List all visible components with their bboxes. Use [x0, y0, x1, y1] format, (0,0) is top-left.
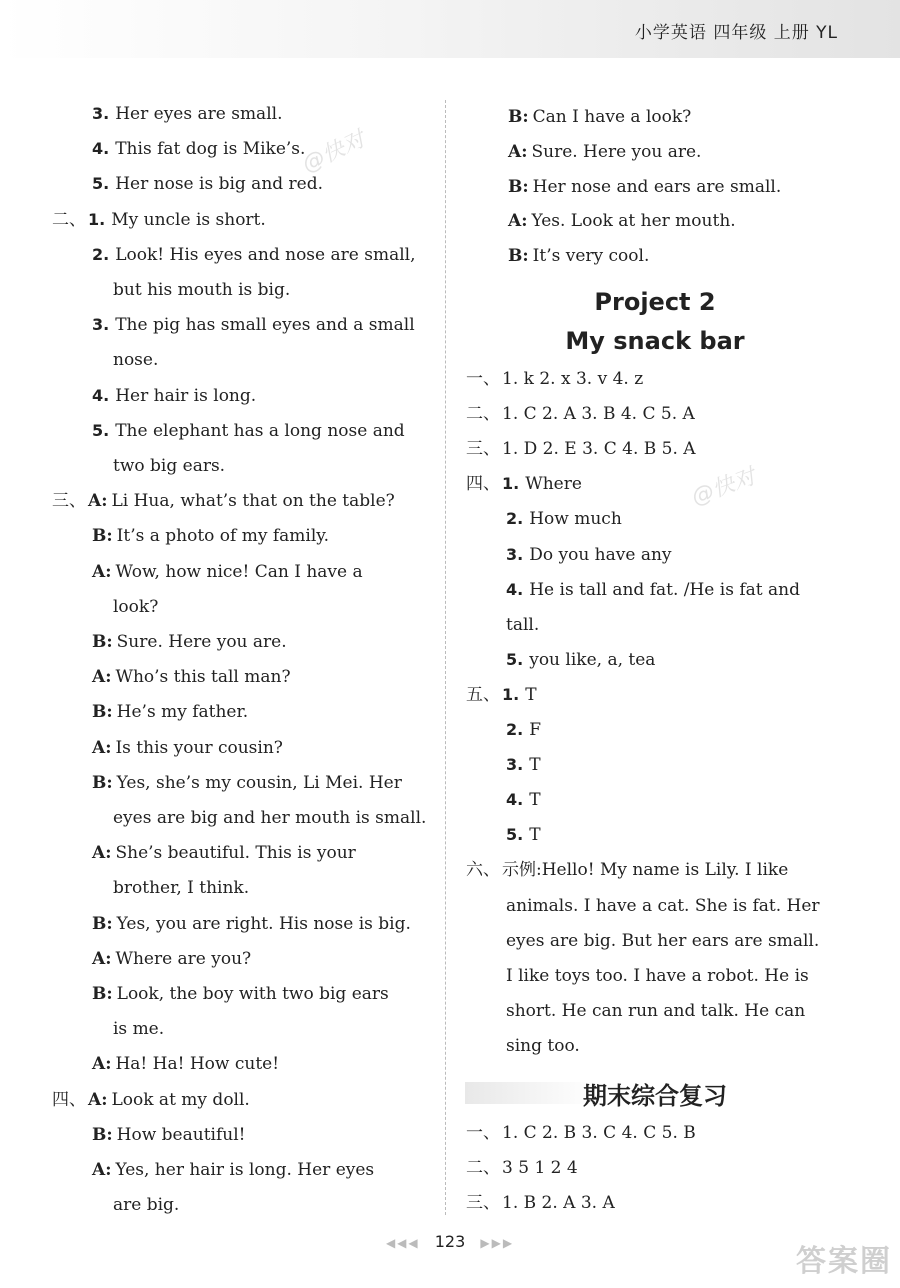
- section-marker: 四、: [466, 474, 500, 495]
- speaker-label: B:: [508, 246, 529, 267]
- answer-line: [92, 948, 251, 970]
- answer-line: [92, 1124, 245, 1146]
- answer-line: [506, 544, 672, 566]
- answer-line: [113, 1194, 179, 1216]
- speaker-label: A:: [92, 561, 112, 582]
- item-number: 4.: [92, 139, 110, 159]
- item-number: 2.: [506, 720, 524, 739]
- answer-line: [113, 807, 426, 829]
- section-marker: 三、: [466, 439, 500, 460]
- speaker-label: B:: [508, 107, 529, 127]
- line-text: two big ears.: [113, 456, 226, 476]
- line-text: is me.: [113, 1019, 165, 1040]
- item-number: 3.: [92, 104, 110, 123]
- line-text: Yes, she’s my cousin, Li Mei. Her: [116, 772, 402, 793]
- line-text: How beautiful!: [116, 1124, 246, 1145]
- answer-line: [113, 349, 158, 371]
- speaker-label: A:: [88, 491, 108, 512]
- line-text: 1. k 2. x 3. v 4. z: [502, 369, 644, 389]
- project-subtitle: My snack bar: [565, 327, 745, 355]
- footer-arrows-right: ▶▶▶: [480, 1236, 515, 1250]
- answer-line: [92, 913, 411, 935]
- answer-line: [506, 754, 541, 776]
- line-text: Her nose and ears are small.: [532, 176, 782, 197]
- item-number: 3.: [92, 315, 110, 335]
- line-text: but his mouth is big.: [113, 280, 291, 300]
- item-number: 4.: [92, 385, 110, 405]
- line-text: My uncle is short.: [111, 209, 266, 230]
- speaker-label: B:: [92, 913, 113, 934]
- item-number: 1.: [502, 684, 520, 704]
- line-text: The pig has small eyes and a small: [115, 315, 415, 336]
- answer-line: [92, 983, 389, 1005]
- line-text: This fat dog is Mike’s.: [115, 139, 306, 160]
- answer-line: [113, 1018, 164, 1040]
- speaker-label: A:: [508, 211, 528, 232]
- answer-line: [92, 525, 329, 547]
- line-text: Her eyes are small.: [115, 104, 283, 124]
- answer-line: [466, 473, 582, 495]
- line-text: look?: [113, 596, 159, 617]
- item-number: 1.: [502, 474, 520, 494]
- answer-line: [466, 1122, 696, 1144]
- line-text: animals. I have a cat. She is fat. Her: [506, 895, 820, 916]
- answer-line: [506, 614, 539, 636]
- answer-line: [92, 314, 415, 336]
- speaker-label: A:: [92, 1054, 112, 1075]
- answer-line: [113, 279, 290, 301]
- answer-line: [92, 1159, 374, 1181]
- line-text: 1. D 2. E 3. C 4. B 5. A: [502, 439, 696, 460]
- line-text: Is this your cousin?: [115, 737, 283, 758]
- answer-line: [466, 1157, 578, 1179]
- answer-line: [92, 1053, 279, 1075]
- answer-line: [508, 245, 649, 267]
- line-text: Yes. Look at her mouth.: [531, 211, 736, 232]
- project-title: Project 2: [594, 288, 716, 316]
- speaker-label: B:: [92, 772, 113, 793]
- line-text: you like, a, tea: [529, 649, 656, 670]
- item-number: 2.: [92, 244, 110, 264]
- line-text: 1. C 2. B 3. C 4. C 5. B: [502, 1123, 696, 1143]
- line-text: are big.: [113, 1195, 180, 1216]
- line-text: He’s my father.: [116, 702, 249, 723]
- line-text: Her nose is big and red.: [115, 174, 324, 195]
- corner-watermark: 答案圈: [796, 1244, 892, 1279]
- section-marker: 四、: [52, 1089, 86, 1110]
- section-marker: 三、: [52, 491, 86, 512]
- line-text: Where: [525, 474, 582, 495]
- answer-line: [508, 210, 736, 232]
- answer-line: [92, 772, 402, 794]
- section-marker: 一、: [466, 1123, 500, 1143]
- answer-line: [92, 666, 291, 688]
- line-text: T: [525, 684, 537, 705]
- line-text: I like toys too. I have a robot. He is: [506, 965, 809, 986]
- answer-line: [506, 965, 809, 987]
- item-number: 2.: [506, 509, 524, 529]
- answer-line: [92, 420, 405, 442]
- item-number: 1.: [88, 209, 106, 229]
- line-text: eyes are big. But her ears are small.: [506, 930, 820, 951]
- line-text: Yes, you are right. His nose is big.: [116, 913, 411, 934]
- section-marker: 五、: [466, 684, 500, 705]
- line-text: How much: [529, 509, 622, 530]
- line-text: T: [529, 790, 541, 811]
- speaker-label: A:: [92, 667, 112, 688]
- line-text: 1. C 2. A 3. B 4. C 5. A: [502, 404, 695, 425]
- answer-line: [466, 1192, 615, 1214]
- answer-line: [508, 106, 691, 128]
- answer-line: [113, 596, 158, 618]
- answer-line: [92, 631, 287, 653]
- speaker-label: A:: [92, 737, 112, 758]
- section-marker: 三、: [466, 1192, 500, 1213]
- answer-line: [466, 368, 643, 390]
- line-text: Look, the boy with two big ears: [116, 984, 389, 1004]
- speaker-label: B:: [508, 176, 529, 197]
- answer-line: [466, 859, 788, 881]
- line-text: He is tall and fat. /He is fat and: [529, 579, 800, 600]
- line-text: Can I have a look?: [532, 107, 692, 127]
- line-text: Sure. Here you are.: [116, 632, 287, 652]
- footer-arrows-left: ◀◀◀: [385, 1236, 420, 1250]
- item-number: 5.: [92, 174, 110, 194]
- page-number: 123: [434, 1232, 466, 1251]
- speaker-label: B:: [92, 632, 113, 652]
- speaker-label: A:: [92, 948, 112, 969]
- answer-line: [508, 176, 781, 198]
- answer-line: [52, 209, 266, 231]
- item-number: 5.: [506, 825, 524, 845]
- line-text: tall.: [506, 614, 540, 635]
- line-text: sing too.: [506, 1035, 580, 1056]
- line-text: 示例:Hello! My name is Lily. I like: [502, 860, 789, 881]
- watermark-right: @快对: [688, 464, 759, 511]
- line-text: Do you have any: [529, 544, 672, 565]
- answer-line: [92, 173, 323, 195]
- answer-line: [506, 895, 820, 917]
- line-text: Her hair is long.: [115, 385, 257, 406]
- answer-line: [92, 244, 415, 266]
- section-marker: 二、: [466, 404, 500, 425]
- answer-line: [506, 719, 541, 741]
- line-text: eyes are big and her mouth is small.: [113, 808, 427, 828]
- speaker-label: A:: [88, 1089, 108, 1110]
- speaker-label: A:: [92, 843, 112, 864]
- answer-line: [92, 842, 356, 864]
- answer-line: [506, 789, 541, 811]
- answer-line: [506, 824, 541, 846]
- line-text: brother, I think.: [113, 878, 250, 899]
- line-text: Look at my doll.: [111, 1089, 250, 1110]
- line-text: nose.: [113, 350, 159, 371]
- line-text: It’s very cool.: [532, 246, 650, 267]
- answer-line: [466, 438, 696, 460]
- item-number: 3.: [506, 544, 524, 564]
- speaker-label: B:: [92, 702, 113, 723]
- line-text: Ha! Ha! How cute!: [115, 1054, 280, 1075]
- line-text: F: [529, 720, 542, 740]
- line-text: Li Hua, what’s that on the table?: [111, 491, 395, 512]
- item-number: 4.: [506, 579, 524, 599]
- item-number: 3.: [506, 755, 524, 775]
- line-text: Yes, her hair is long. Her eyes: [115, 1160, 375, 1180]
- line-text: 3 5 1 2 4: [502, 1157, 578, 1178]
- speaker-label: B:: [92, 526, 113, 547]
- answer-line: [506, 930, 819, 952]
- line-text: Look! His eyes and nose are small,: [115, 244, 416, 265]
- item-number: 4.: [506, 790, 524, 810]
- line-text: Where are you?: [115, 948, 252, 969]
- column-divider: [445, 100, 446, 1215]
- answer-line: [92, 138, 305, 160]
- answer-line: [466, 403, 695, 425]
- answer-line: [506, 579, 800, 601]
- line-text: 1. B 2. A 3. A: [502, 1192, 615, 1213]
- answer-line: [52, 1089, 250, 1111]
- section-marker: 二、: [52, 209, 86, 230]
- review-title: 期末综合复习: [583, 1082, 727, 1110]
- answer-line: [92, 385, 256, 407]
- item-number: 5.: [92, 420, 110, 440]
- answer-line: [506, 508, 622, 530]
- answer-line: [92, 701, 248, 723]
- section-marker: 一、: [466, 369, 500, 389]
- line-text: short. He can run and talk. He can: [506, 1000, 806, 1021]
- answer-line: [92, 737, 283, 759]
- line-text: T: [529, 755, 541, 776]
- answer-line: [52, 490, 395, 512]
- line-text: The elephant has a long nose and: [115, 420, 405, 441]
- section-marker: 六、: [466, 860, 500, 881]
- line-text: T: [529, 825, 541, 846]
- line-text: Wow, how nice! Can I have a: [115, 561, 363, 582]
- speaker-label: B:: [92, 984, 113, 1004]
- line-text: Who’s this tall man?: [115, 667, 291, 688]
- answer-line: [506, 649, 655, 671]
- answer-line: [466, 684, 537, 706]
- answer-line: [92, 561, 363, 583]
- line-text: It’s a photo of my family.: [116, 526, 330, 547]
- answer-line: [506, 1035, 580, 1057]
- line-text: Sure. Here you are.: [531, 141, 702, 162]
- speaker-label: B:: [92, 1124, 113, 1145]
- item-number: 5.: [506, 649, 524, 669]
- answer-line: [92, 103, 282, 125]
- header-title: 小学英语 四年级 上册 YL: [634, 23, 838, 43]
- page-footer: [0, 1232, 900, 1251]
- section-marker: 二、: [466, 1157, 500, 1178]
- speaker-label: A:: [92, 1160, 112, 1180]
- line-text: She’s beautiful. This is your: [115, 843, 356, 864]
- answer-line: [508, 141, 701, 163]
- watermark-center: @快对: [298, 127, 370, 178]
- answer-line: [506, 1000, 805, 1022]
- answer-line: [113, 877, 249, 899]
- answer-line: [113, 455, 225, 477]
- speaker-label: A:: [508, 141, 528, 162]
